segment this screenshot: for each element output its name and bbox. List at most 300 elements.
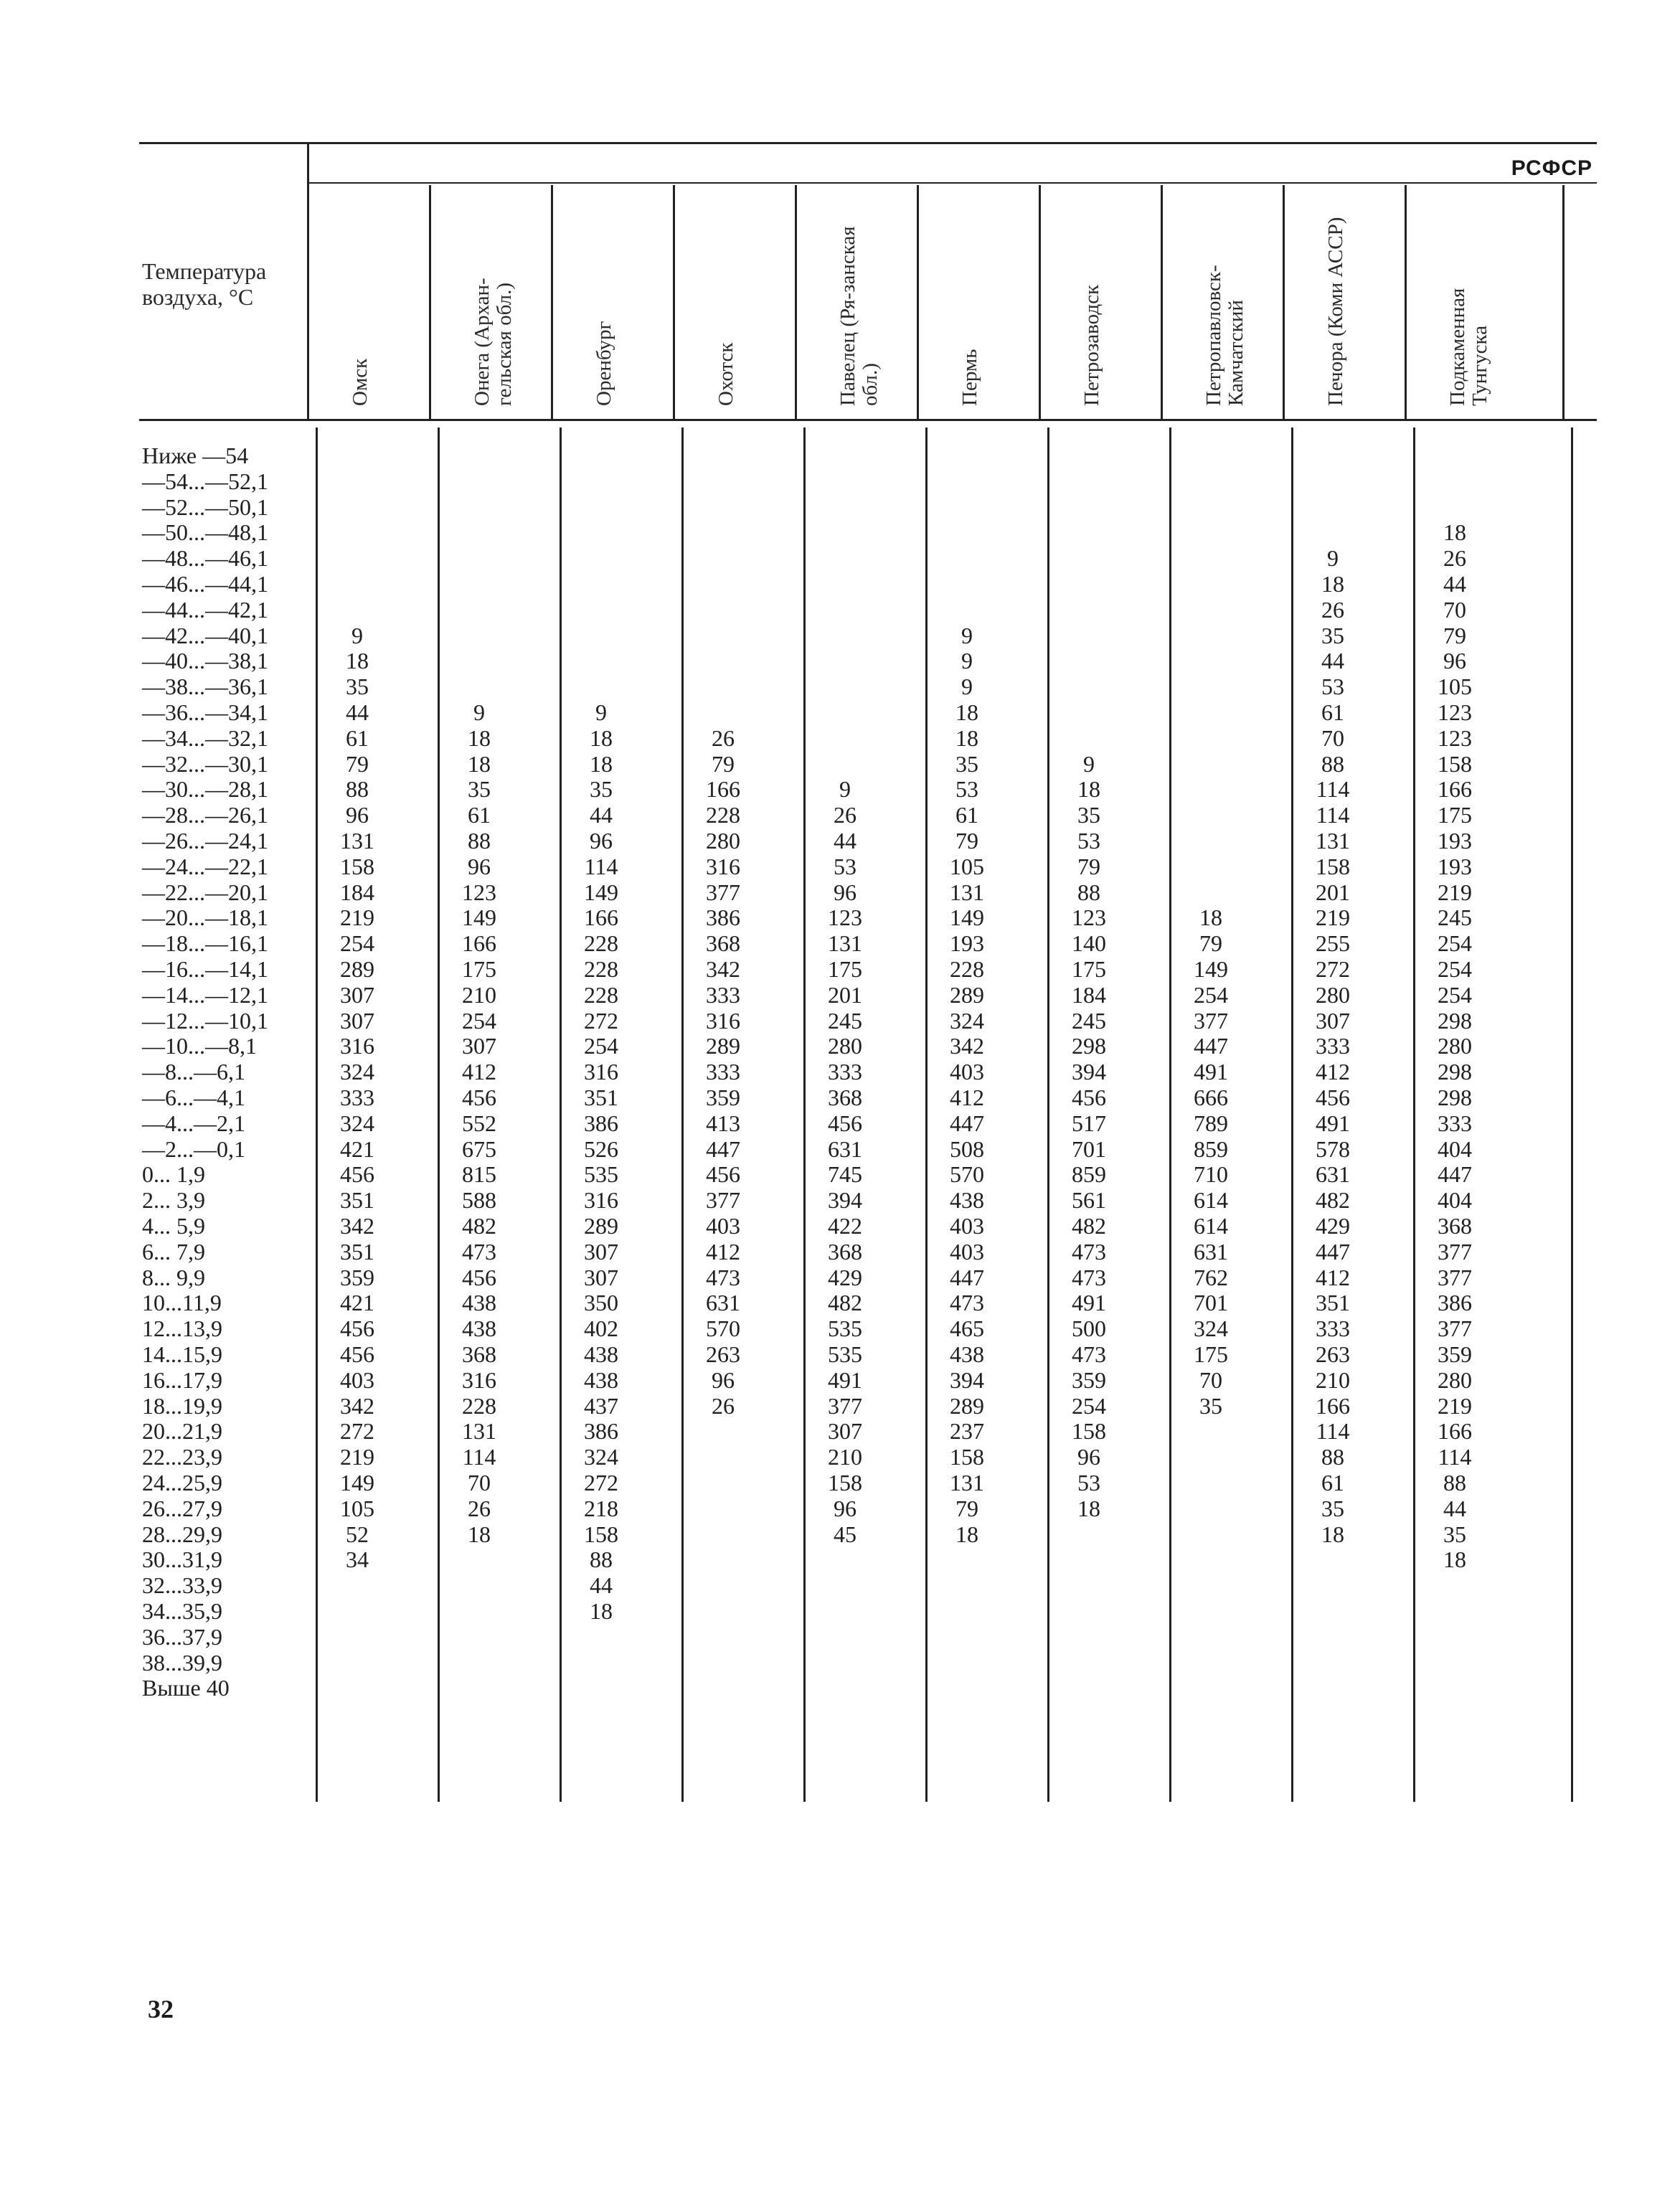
table-cell: 255 xyxy=(1316,930,1350,957)
row-label: 2... 3,9 xyxy=(142,1187,205,1214)
table-cell: 184 xyxy=(1072,981,1106,1008)
column-header-label: Петропавловск-Камчатский xyxy=(1202,265,1247,406)
table-cell: 26 xyxy=(712,724,735,751)
table-cell: 762 xyxy=(1194,1264,1228,1290)
table-cell: 456 xyxy=(340,1315,374,1342)
row-label: —42...—40,1 xyxy=(142,622,268,648)
table-cell: 377 xyxy=(828,1392,862,1419)
table-cell: 394 xyxy=(828,1187,862,1214)
table-cell: 289 xyxy=(950,1392,984,1419)
table-cell: 386 xyxy=(1438,1290,1472,1316)
table-cell: 96 xyxy=(590,828,613,854)
table-cell: 482 xyxy=(1072,1213,1106,1239)
row-label: —14...—12,1 xyxy=(142,981,268,1008)
row-label: —44...—42,1 xyxy=(142,596,268,623)
table-cell: 438 xyxy=(950,1187,984,1214)
table-cell: 412 xyxy=(1316,1059,1350,1085)
table-cell: 447 xyxy=(706,1135,740,1162)
table-cell: 9 xyxy=(351,622,363,648)
table-cell: 447 xyxy=(1194,1033,1228,1059)
table-top-rule xyxy=(139,142,1597,144)
row-label: —22...—20,1 xyxy=(142,879,268,905)
row-label: —48...—46,1 xyxy=(142,545,268,572)
table-cell: 333 xyxy=(706,981,740,1008)
table-cell: 578 xyxy=(1316,1135,1350,1162)
table-cell: 570 xyxy=(950,1161,984,1188)
table-cell: 26 xyxy=(712,1392,735,1419)
column-divider xyxy=(673,185,675,419)
table-cell: 280 xyxy=(1438,1366,1472,1393)
table-cell: 456 xyxy=(340,1341,374,1367)
row-label: 16...17,9 xyxy=(142,1366,222,1393)
table-cell: 403 xyxy=(950,1059,984,1085)
row-label: 18...19,9 xyxy=(142,1392,222,1419)
table-cell: 79 xyxy=(1199,930,1222,957)
table-cell: 386 xyxy=(706,904,740,931)
table-cell: 404 xyxy=(1438,1187,1472,1214)
table-cell: 473 xyxy=(1072,1264,1106,1290)
table-cell: 552 xyxy=(462,1110,496,1136)
table-cell: 88 xyxy=(346,776,369,803)
row-label: —28...—26,1 xyxy=(142,802,268,828)
table-cell: 158 xyxy=(1072,1418,1106,1445)
table-cell: 386 xyxy=(584,1110,618,1136)
table-cell: 473 xyxy=(706,1264,740,1290)
table-cell: 70 xyxy=(1443,596,1466,623)
table-cell: 437 xyxy=(584,1392,618,1419)
table-cell: 254 xyxy=(584,1033,618,1059)
table-cell: 631 xyxy=(1194,1238,1228,1265)
table-cell: 368 xyxy=(828,1238,862,1265)
table-cell: 289 xyxy=(340,956,374,982)
table-cell: 105 xyxy=(1438,674,1472,700)
table-cell: 263 xyxy=(706,1341,740,1367)
table-cell: 96 xyxy=(834,879,856,905)
table-cell: 429 xyxy=(828,1264,862,1290)
table-cell: 237 xyxy=(950,1418,984,1445)
table-cell: 114 xyxy=(584,853,618,879)
column-header xyxy=(921,195,1043,410)
table-cell: 789 xyxy=(1194,1110,1228,1136)
table-cell: 438 xyxy=(584,1366,618,1393)
table-cell: 377 xyxy=(1438,1264,1472,1290)
table-cell: 614 xyxy=(1194,1213,1228,1239)
column-header xyxy=(311,195,433,410)
table-cell: 447 xyxy=(950,1264,984,1290)
row-label: —24...—22,1 xyxy=(142,853,268,879)
table-cell: 324 xyxy=(1194,1315,1228,1342)
table-cell: 421 xyxy=(340,1135,374,1162)
table-cell: 535 xyxy=(828,1341,862,1367)
table-cell: 53 xyxy=(1321,674,1344,700)
row-label: 20...21,9 xyxy=(142,1418,222,1445)
column-header xyxy=(1287,195,1409,410)
column-divider xyxy=(1047,427,1049,1802)
table-cell: 26 xyxy=(468,1495,491,1521)
table-cell: 491 xyxy=(1072,1290,1106,1316)
row-label: —52...—50,1 xyxy=(142,493,268,520)
table-cell: 18 xyxy=(590,724,613,751)
table-cell: 131 xyxy=(340,828,374,854)
table-cell: 666 xyxy=(1194,1085,1228,1110)
table-cell: 402 xyxy=(584,1315,618,1342)
column-header-label: Петрозаводск xyxy=(1080,284,1103,406)
table-cell: 859 xyxy=(1194,1135,1228,1162)
row-label: —16...—14,1 xyxy=(142,956,268,982)
table-cell: 631 xyxy=(706,1290,740,1316)
table-cell: 701 xyxy=(1194,1290,1228,1316)
table-cell: 88 xyxy=(1321,1444,1344,1470)
table-cell: 175 xyxy=(828,956,862,982)
table-cell: 359 xyxy=(706,1085,740,1110)
table-cell: 96 xyxy=(1077,1444,1100,1470)
table-cell: 333 xyxy=(340,1085,374,1110)
column-divider xyxy=(1405,185,1407,419)
column-header xyxy=(555,195,677,410)
table-cell: 508 xyxy=(950,1135,984,1162)
table-cell: 394 xyxy=(950,1366,984,1393)
table-cell: 404 xyxy=(1438,1135,1472,1162)
table-cell: 123 xyxy=(828,904,862,931)
table-cell: 53 xyxy=(955,776,978,803)
column-header xyxy=(1409,195,1531,410)
table-cell: 377 xyxy=(1194,1007,1228,1034)
table-cell: 35 xyxy=(955,750,978,777)
table-cell: 386 xyxy=(584,1418,618,1445)
column-divider xyxy=(917,185,919,419)
row-label: 12...13,9 xyxy=(142,1315,222,1342)
column-divider xyxy=(1039,185,1041,419)
table-cell: 123 xyxy=(462,879,496,905)
table-cell: 53 xyxy=(1077,1470,1100,1496)
table-cell: 438 xyxy=(950,1341,984,1367)
table-cell: 18 xyxy=(1321,571,1344,597)
table-cell: 114 xyxy=(1316,1418,1350,1445)
table-cell: 26 xyxy=(834,802,856,828)
column-divider xyxy=(1413,427,1415,1802)
table-cell: 105 xyxy=(340,1495,374,1521)
table-cell: 412 xyxy=(462,1059,496,1085)
table-cell: 701 xyxy=(1072,1135,1106,1162)
row-label: —26...—24,1 xyxy=(142,828,268,854)
table-cell: 307 xyxy=(1316,1007,1350,1034)
table-cell: 88 xyxy=(1443,1470,1466,1496)
table-cell: 316 xyxy=(706,1007,740,1034)
table-cell: 44 xyxy=(590,802,613,828)
table-cell: 307 xyxy=(828,1418,862,1445)
table-cell: 438 xyxy=(584,1341,618,1367)
table-cell: 438 xyxy=(462,1315,496,1342)
table-cell: 535 xyxy=(584,1161,618,1188)
table-cell: 158 xyxy=(584,1521,618,1547)
table-cell: 114 xyxy=(1316,776,1350,803)
table-cell: 333 xyxy=(706,1059,740,1085)
table-cell: 473 xyxy=(950,1290,984,1316)
table-cell: 61 xyxy=(1321,1470,1344,1496)
table-cell: 298 xyxy=(1438,1085,1472,1110)
table-cell: 35 xyxy=(1321,1495,1344,1521)
table-cell: 228 xyxy=(462,1392,496,1419)
table-cell: 403 xyxy=(706,1213,740,1239)
table-cell: 359 xyxy=(1072,1366,1106,1393)
row-label: —8...—6,1 xyxy=(142,1059,245,1085)
table-cell: 131 xyxy=(950,1470,984,1496)
table-cell: 210 xyxy=(828,1444,862,1470)
table-cell: 9 xyxy=(473,699,485,725)
row-label: —36...—34,1 xyxy=(142,699,268,725)
table-cell: 149 xyxy=(1194,956,1228,982)
table-cell: 175 xyxy=(462,956,496,982)
table-cell: 105 xyxy=(950,853,984,879)
column-header xyxy=(1165,195,1287,410)
table-cell: 210 xyxy=(1316,1366,1350,1393)
table-cell: 359 xyxy=(1438,1341,1472,1367)
row-label: —12...—10,1 xyxy=(142,1007,268,1034)
table-cell: 254 xyxy=(1194,981,1228,1008)
table-cell: 245 xyxy=(828,1007,862,1034)
table-cell: 377 xyxy=(706,1187,740,1214)
table-cell: 61 xyxy=(346,724,369,751)
column-divider xyxy=(1291,427,1293,1802)
row-label: —38...—36,1 xyxy=(142,674,268,700)
table-cell: 79 xyxy=(712,750,735,777)
column-divider xyxy=(429,185,431,419)
table-cell: 631 xyxy=(828,1135,862,1162)
table-cell: 44 xyxy=(834,828,856,854)
column-header-label: Омск xyxy=(349,358,372,406)
table-cell: 9 xyxy=(595,699,607,725)
table-cell: 570 xyxy=(706,1315,740,1342)
table-cell: 149 xyxy=(584,879,618,905)
row-label: —40...—38,1 xyxy=(142,648,268,674)
table-cell: 342 xyxy=(950,1033,984,1059)
table-cell: 96 xyxy=(834,1495,856,1521)
row-label: 22...23,9 xyxy=(142,1444,222,1470)
table-cell: 491 xyxy=(828,1366,862,1393)
table-cell: 158 xyxy=(340,853,374,879)
table-cell: 324 xyxy=(340,1059,374,1085)
table-cell: 298 xyxy=(1072,1033,1106,1059)
table-cell: 272 xyxy=(340,1418,374,1445)
table-cell: 18 xyxy=(346,648,369,674)
row-label: —20...—18,1 xyxy=(142,904,268,931)
table-cell: 96 xyxy=(468,853,491,879)
table-cell: 307 xyxy=(584,1238,618,1265)
table-cell: 517 xyxy=(1072,1110,1106,1136)
table-cell: 9 xyxy=(961,648,973,674)
table-cell: 228 xyxy=(950,956,984,982)
table-cell: 193 xyxy=(1438,828,1472,854)
table-cell: 307 xyxy=(462,1033,496,1059)
table-cell: 79 xyxy=(1077,853,1100,879)
table-cell: 710 xyxy=(1194,1161,1228,1188)
table-cell: 149 xyxy=(950,904,984,931)
table-cell: 70 xyxy=(1199,1366,1222,1393)
table-cell: 158 xyxy=(828,1470,862,1496)
row-label: 14...15,9 xyxy=(142,1341,222,1367)
table-cell: 184 xyxy=(340,879,374,905)
table-cell: 368 xyxy=(828,1085,862,1110)
column-header xyxy=(677,195,799,410)
table-cell: 52 xyxy=(346,1521,369,1547)
table-cell: 34 xyxy=(346,1546,369,1573)
table-cell: 18 xyxy=(955,1521,978,1547)
row-label: —2...—0,1 xyxy=(142,1135,245,1162)
table-cell: 422 xyxy=(828,1213,862,1239)
table-cell: 342 xyxy=(340,1213,374,1239)
table-cell: 368 xyxy=(1438,1213,1472,1239)
page-number: 32 xyxy=(148,1995,174,2023)
column-divider xyxy=(316,427,318,1802)
table-cell: 351 xyxy=(340,1238,374,1265)
table-cell: 307 xyxy=(584,1264,618,1290)
table-cell: 412 xyxy=(950,1085,984,1110)
table-cell: 307 xyxy=(340,1007,374,1034)
row-label: —18...—16,1 xyxy=(142,930,268,957)
table-cell: 88 xyxy=(590,1546,613,1573)
table-cell: 263 xyxy=(1316,1341,1350,1367)
column-divider xyxy=(1161,185,1163,419)
row-label: —34...—32,1 xyxy=(142,724,268,751)
column-divider xyxy=(681,427,684,1802)
table-cell: 473 xyxy=(1072,1238,1106,1265)
row-label: —46...—44,1 xyxy=(142,571,268,597)
table-cell: 18 xyxy=(468,750,491,777)
table-cell: 131 xyxy=(950,879,984,905)
table-cell: 403 xyxy=(950,1213,984,1239)
table-cell: 18 xyxy=(1443,1546,1466,1573)
row-label: 4... 5,9 xyxy=(142,1213,205,1239)
table-cell: 166 xyxy=(1438,1418,1472,1445)
table-cell: 412 xyxy=(1316,1264,1350,1290)
column-divider xyxy=(1283,185,1285,419)
column-divider xyxy=(795,185,797,419)
row-label: 34...35,9 xyxy=(142,1598,222,1624)
table-cell: 53 xyxy=(1077,828,1100,854)
row-label: —10...—8,1 xyxy=(142,1033,257,1059)
column-header-label: Онега (Архан-гельская обл.) xyxy=(471,278,516,406)
table-cell: 456 xyxy=(828,1110,862,1136)
table-cell: 79 xyxy=(955,828,978,854)
column-divider xyxy=(560,427,562,1802)
table-cell: 131 xyxy=(828,930,862,957)
table-cell: 210 xyxy=(462,981,496,1008)
table-cell: 79 xyxy=(955,1495,978,1521)
table-cell: 482 xyxy=(1316,1187,1350,1214)
table-cell: 149 xyxy=(462,904,496,931)
column-header-label: Охотск xyxy=(714,342,737,406)
table-cell: 166 xyxy=(1316,1392,1350,1419)
table-cell: 377 xyxy=(706,879,740,905)
table-cell: 342 xyxy=(706,956,740,982)
row-label: 24...25,9 xyxy=(142,1470,222,1496)
table-cell: 859 xyxy=(1072,1161,1106,1188)
row-label: —30...—28,1 xyxy=(142,776,268,803)
table-cell: 368 xyxy=(706,930,740,957)
table-cell: 456 xyxy=(706,1161,740,1188)
table-cell: 280 xyxy=(828,1033,862,1059)
table-cell: 280 xyxy=(706,828,740,854)
row-label: —54...—52,1 xyxy=(142,468,268,494)
table-cell: 18 xyxy=(590,1598,613,1624)
row-label: Ниже —54 xyxy=(142,443,249,468)
table-cell: 123 xyxy=(1438,699,1472,725)
table-cell: 377 xyxy=(1438,1315,1472,1342)
table-cell: 456 xyxy=(340,1161,374,1188)
table-cell: 588 xyxy=(462,1187,496,1214)
table-cell: 219 xyxy=(1438,1392,1472,1419)
table-cell: 18 xyxy=(1077,1495,1100,1521)
table-cell: 324 xyxy=(584,1444,618,1470)
table-cell: 456 xyxy=(462,1085,496,1110)
table-cell: 79 xyxy=(1443,622,1466,648)
row-label: 38...39,9 xyxy=(142,1649,222,1676)
row-label: 28...29,9 xyxy=(142,1521,222,1547)
row-label: 0... 1,9 xyxy=(142,1161,205,1188)
table-cell: 131 xyxy=(1316,828,1350,854)
row-label: —6...—4,1 xyxy=(142,1085,245,1110)
table-cell: 447 xyxy=(950,1110,984,1136)
row-label: 32...33,9 xyxy=(142,1572,222,1599)
table-cell: 88 xyxy=(1077,879,1100,905)
table-cell: 324 xyxy=(340,1110,374,1136)
table-cell: 219 xyxy=(1438,879,1472,905)
table-cell: 35 xyxy=(590,776,613,803)
row-label: 36...37,9 xyxy=(142,1623,222,1650)
column-header xyxy=(799,195,921,410)
table-cell: 18 xyxy=(955,724,978,751)
table-cell: 140 xyxy=(1072,930,1106,957)
table-cell: 368 xyxy=(462,1341,496,1367)
column-divider xyxy=(307,142,309,419)
table-cell: 412 xyxy=(706,1238,740,1265)
table-cell: 70 xyxy=(1321,724,1344,751)
table-cell: 413 xyxy=(706,1110,740,1136)
table-cell: 175 xyxy=(1072,956,1106,982)
table-cell: 429 xyxy=(1316,1213,1350,1239)
table-cell: 456 xyxy=(462,1264,496,1290)
table-cell: 456 xyxy=(1072,1085,1106,1110)
table-cell: 631 xyxy=(1316,1161,1350,1188)
table-cell: 228 xyxy=(706,802,740,828)
table-cell: 18 xyxy=(468,724,491,751)
table-cell: 228 xyxy=(584,930,618,957)
table-cell: 316 xyxy=(584,1187,618,1214)
table-cell: 272 xyxy=(584,1007,618,1034)
column-divider xyxy=(925,427,928,1802)
table-cell: 245 xyxy=(1072,1007,1106,1034)
table-cell: 228 xyxy=(584,956,618,982)
table-cell: 123 xyxy=(1438,724,1472,751)
column-divider xyxy=(803,427,806,1802)
table-cell: 350 xyxy=(584,1290,618,1316)
table-cell: 18 xyxy=(1199,904,1222,931)
table-cell: 473 xyxy=(462,1238,496,1265)
table-cell: 18 xyxy=(1321,1521,1344,1547)
column-header-label: Подкаменная Тунгуска xyxy=(1446,288,1491,406)
table-cell: 18 xyxy=(468,1521,491,1547)
table-cell: 166 xyxy=(462,930,496,957)
table-cell: 61 xyxy=(1321,699,1344,725)
table-cell: 61 xyxy=(955,802,978,828)
table-cell: 526 xyxy=(584,1135,618,1162)
region-label: РСФСР xyxy=(1511,156,1592,180)
table-cell: 44 xyxy=(346,699,369,725)
table-cell: 44 xyxy=(1443,571,1466,597)
column-header-label: Пермь xyxy=(958,349,981,406)
table-cell: 614 xyxy=(1194,1187,1228,1214)
table-cell: 298 xyxy=(1438,1059,1472,1085)
